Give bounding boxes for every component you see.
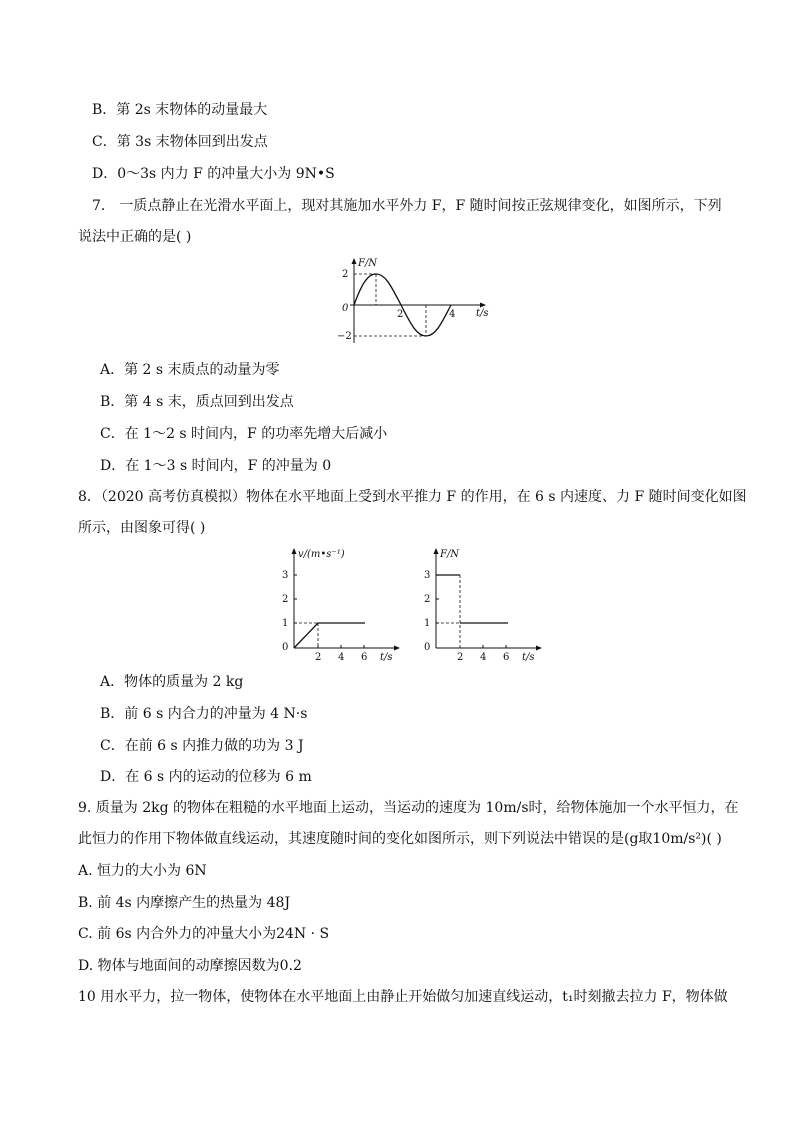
- q8-option-d: D．在 6 s 内的运动的位移为 6 m: [100, 769, 312, 785]
- q8-v-y-tick: 2: [282, 594, 289, 605]
- q7-y-tick-neg2: −2: [337, 331, 352, 342]
- q6-option-d: D．0～3s 内力 F 的冲量大小为 9N•S: [92, 166, 335, 182]
- q7-y-label: F/N: [358, 258, 378, 269]
- q8-v-x-label: t/s: [380, 652, 393, 663]
- q8-f-y-label: F/N: [440, 549, 460, 560]
- q6-option-c: C．第 3s 末物体回到出发点: [92, 134, 268, 150]
- q7-stem-line1: 7． 一质点静止在光滑水平面上，现对其施加水平外力 F，F 随时间按正弦规律变化，如图所示，下列: [92, 198, 722, 214]
- q7-origin: 0: [342, 303, 349, 314]
- q8-velocity-line: [294, 623, 365, 648]
- q8-velocity-time-graph: [278, 548, 408, 663]
- q9-option-a: A. 恒力的大小为 6N: [78, 863, 207, 879]
- q8-option-b: B．前 6 s 内合力的冲量为 4 N·s: [100, 706, 308, 722]
- q7-force-time-graph: [330, 258, 490, 348]
- q8-f-y-tick: 2: [424, 594, 431, 605]
- q9-stem-line1: 9. 质量为 2kg 的物体在粗糙的水平地面上运动，当运动的速度为 10m/s时，给物体施加一个水平恒力，在: [78, 800, 739, 816]
- q7-option-b: B．第 4 s 末，质点回到出发点: [100, 394, 294, 410]
- q8-stem-line2: 所示，由图象可得( ): [78, 520, 206, 536]
- q8-v-x-tick: 6: [361, 652, 368, 663]
- q8-v-x-tick: 2: [315, 652, 322, 663]
- q7-option-d: D．在 1～3 s 时间内，F 的冲量为 0: [100, 458, 332, 474]
- q8-v-origin: 0: [282, 642, 289, 653]
- q7-x-tick-4: 4: [449, 309, 456, 320]
- q8-f-y-tick: 3: [424, 570, 431, 581]
- q8-v-y-tick: 3: [282, 570, 289, 581]
- q9-stem-line2: 此恒力的作用下物体做直线运动，其速度随时间的变化如图所示，则下列说法中错误的是(g取10m/s²)( ): [78, 831, 722, 847]
- q8-f-y-tick: 1: [424, 618, 431, 629]
- q8-v-y-label: v/(m•s⁻¹): [298, 549, 345, 560]
- q9-option-b: B. 前 4s 内摩擦产生的热量为 48J: [78, 895, 291, 911]
- q8-f-x-tick: 4: [480, 652, 487, 663]
- q7-option-c: C．在 1～2 s 时间内，F 的功率先增大后减小: [100, 426, 388, 442]
- q8-option-a: A．物体的质量为 2 kg: [100, 674, 244, 690]
- q8-f-origin: 0: [424, 642, 431, 653]
- q8-f-x-label: t/s: [522, 652, 535, 663]
- q9-option-d: D. 物体与地面间的动摩擦因数为0.2: [78, 958, 302, 974]
- q7-y-tick-2: 2: [342, 269, 349, 280]
- q6-option-b: B．第 2s 末物体的动量最大: [92, 102, 268, 118]
- q8-v-x-tick: 4: [338, 652, 345, 663]
- q7-x-label: t/s: [476, 308, 489, 319]
- q8-f-x-tick: 6: [503, 652, 510, 663]
- q8-v-y-tick: 1: [282, 618, 289, 629]
- q10-stem-line1: 10 用水平力，拉一物体，使物体在水平地面上由静止开始做匀加速直线运动，t₁时刻撤去拉力 F，物体做: [78, 989, 728, 1005]
- q7-option-a: A．第 2 s 末质点的动量为零: [100, 362, 280, 378]
- q8-force-time-graph: [420, 548, 550, 663]
- q8-stem-line1: 8．（2020 高考仿真模拟）物体在水平地面上受到水平推力 F 的作用，在 6 s 内速度、力 F 随时间变化如图: [78, 489, 747, 505]
- q9-option-c: C. 前 6s 内合外力的冲量大小为24N · S: [78, 926, 330, 942]
- q7-x-tick-2: 2: [397, 309, 404, 320]
- q8-option-c: C．在前 6 s 内推力做的功为 3 J: [100, 738, 304, 754]
- q8-f-x-tick: 2: [457, 652, 464, 663]
- q7-stem-line2: 说法中正确的是( ): [78, 229, 192, 245]
